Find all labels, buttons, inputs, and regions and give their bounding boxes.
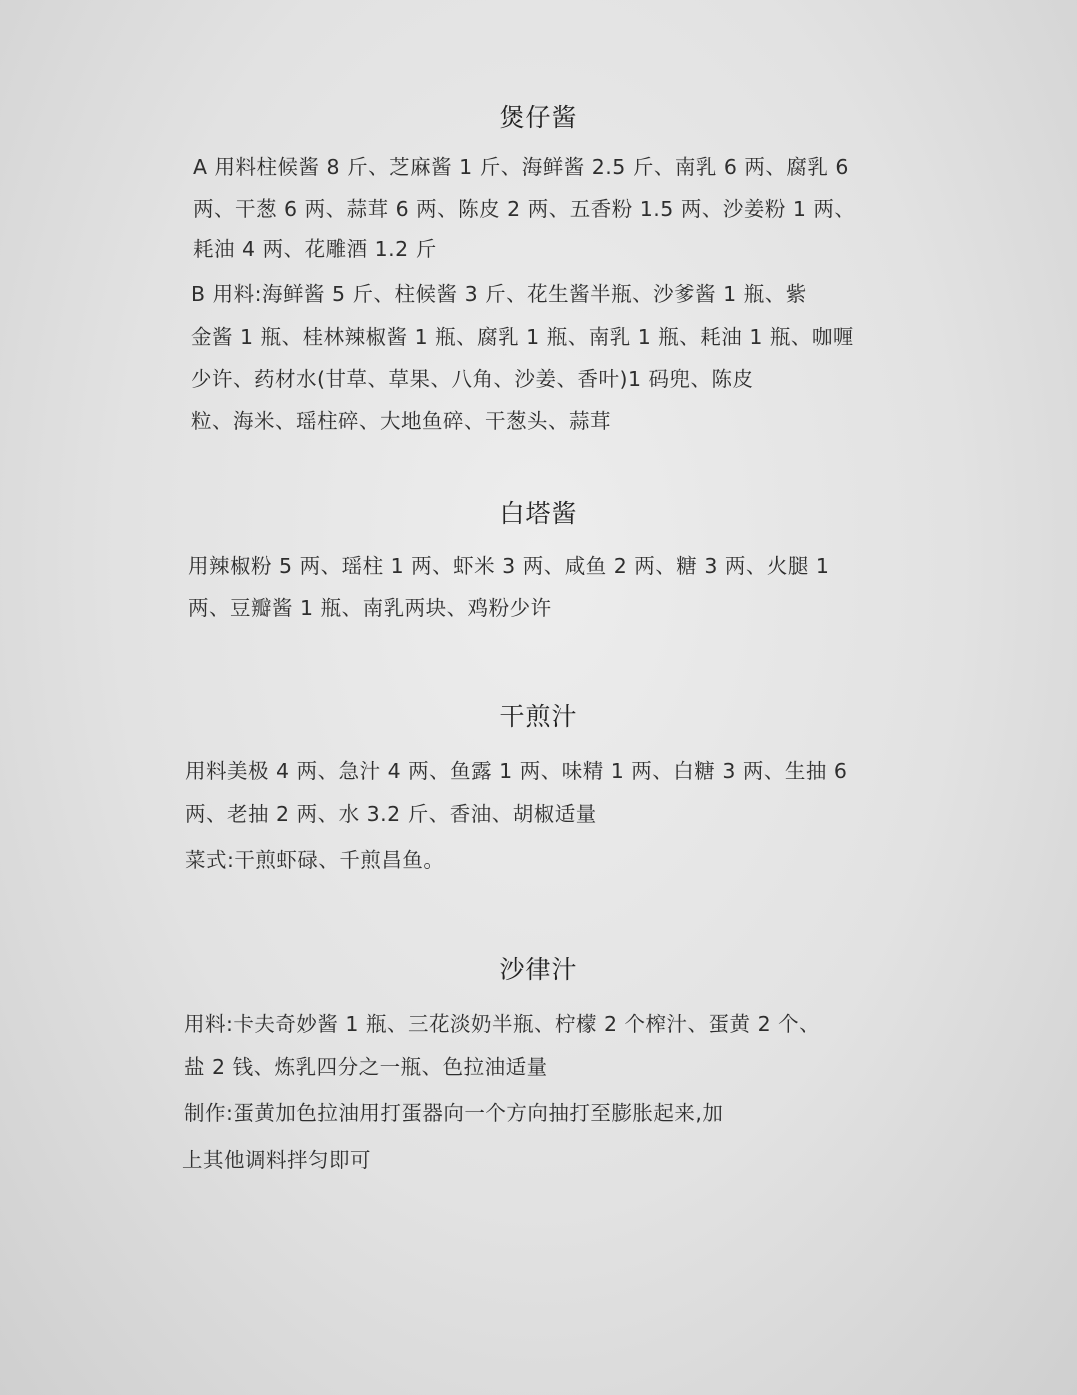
text-line: 用料:卡夫奇妙酱 1 瓶、三花淡奶半瓶、柠檬 2 个榨汁、蛋黄 2 个、 — [184, 1012, 821, 1036]
text-line: 两、豆瓣酱 1 瓶、南乳两块、鸡粉少许 — [188, 596, 552, 620]
text-line: 制作:蛋黄加色拉油用打蛋器向一个方向抽打至膨胀起来,加 — [184, 1101, 724, 1125]
text-line: 盐 2 钱、炼乳四分之一瓶、色拉油适量 — [184, 1055, 548, 1079]
text-line: 少许、药材水(甘草、草果、八角、沙姜、香叶)1 码兜、陈皮 — [191, 367, 754, 391]
section-title-dry-fry-sauce: 干煎汁 — [499, 702, 578, 731]
text-line: B 用料:海鲜酱 5 斤、柱候酱 3 斤、花生酱半瓶、沙爹酱 1 瓶、紫 — [191, 282, 807, 306]
text-line: 用料美极 4 两、急汁 4 两、鱼露 1 两、味精 1 两、白糖 3 两、生抽 6 — [185, 759, 848, 783]
section-title-baozai-sauce: 煲仔酱 — [499, 103, 578, 132]
section-title-salad-sauce: 沙律汁 — [499, 955, 578, 984]
text-line: 金酱 1 瓶、桂林辣椒酱 1 瓶、腐乳 1 瓶、南乳 1 瓶、耗油 1 瓶、咖喱 — [191, 325, 854, 349]
text-line: 用辣椒粉 5 两、瑶柱 1 两、虾米 3 两、咸鱼 2 两、糖 3 两、火腿 1 — [188, 554, 830, 578]
text-line: 粒、海米、瑶柱碎、大地鱼碎、干葱头、蒜茸 — [191, 409, 611, 433]
section-title-baita-sauce: 白塔酱 — [499, 499, 578, 528]
text-line: A 用料柱候酱 8 斤、芝麻酱 1 斤、海鲜酱 2.5 斤、南乳 6 两、腐乳 6 — [193, 155, 849, 179]
text-line: 两、干葱 6 两、蒜茸 6 两、陈皮 2 两、五香粉 1.5 两、沙姜粉 1 两、 — [193, 197, 856, 221]
text-line: 上其他调料拌匀即可 — [182, 1148, 371, 1172]
text-line: 菜式:干煎虾碌、千煎昌鱼。 — [185, 848, 445, 872]
text-line: 两、老抽 2 两、水 3.2 斤、香油、胡椒适量 — [185, 802, 597, 826]
text-line: 耗油 4 两、花雕酒 1.2 斤 — [193, 237, 437, 261]
